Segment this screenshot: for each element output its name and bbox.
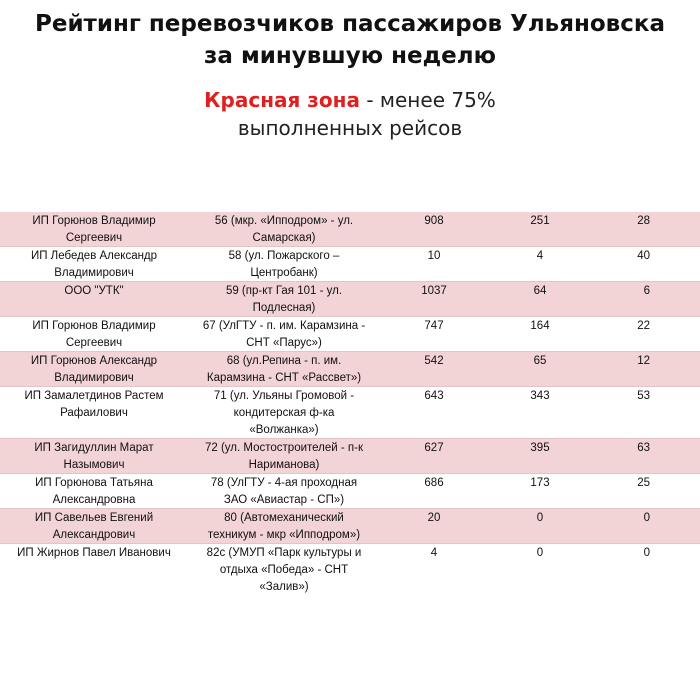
route-line: 82с (УМУП «Парк культуры и [206, 547, 362, 559]
table-row [0, 386, 700, 438]
value-2-cell: 395 [530, 442, 550, 454]
carrier-name-line: ООО "УТК" [64, 285, 124, 297]
value-2-cell: 251 [530, 215, 550, 227]
carrier-name-line: ИП Савельев Евгений [34, 512, 154, 524]
value-3-cell: 6 [643, 285, 650, 297]
table-row [0, 351, 700, 386]
value-3-cell: 12 [637, 355, 650, 367]
route-line: ЗАО «Авиастар - СП») [223, 494, 345, 506]
route-line: 71 (ул. Ульяны Громовой - [213, 390, 355, 402]
page-title [0, 8, 700, 72]
table-row [0, 438, 700, 473]
route-line: 56 (мкр. «Ипподром» - ул. [214, 215, 354, 227]
carrier-name-line: ИП Горюнов Владимир [32, 320, 156, 332]
carrier-name-line: Сергеевич [65, 232, 123, 244]
value-2-cell: 65 [533, 355, 547, 367]
route-cell [188, 474, 380, 508]
value-3-cell: 28 [637, 215, 650, 227]
route-line: Нариманова) [248, 459, 320, 471]
route-cell [188, 247, 380, 281]
carrier-name-cell [0, 544, 188, 595]
table-row [0, 212, 700, 246]
route-line: 78 (УлГТУ - 4-ая проходная [210, 477, 358, 489]
value-1-cell: 747 [424, 320, 444, 332]
value-3-cell: 0 [643, 547, 650, 559]
carrier-name-line: ИП Горюнова Татьяна [35, 477, 153, 489]
route-cell [188, 509, 380, 543]
value-2-cell: 164 [530, 320, 550, 332]
route-line: техникум - мкр «Ипподром») [207, 529, 361, 541]
carrier-name-cell [0, 282, 188, 316]
value-1-cell: 627 [424, 442, 444, 454]
value-1-cell: 4 [430, 547, 438, 559]
route-cell [188, 317, 380, 351]
route-cell [188, 212, 380, 246]
route-cell [188, 352, 380, 386]
route-cell [188, 544, 380, 595]
carrier-name-line: ИП Загидуллин Марат [34, 442, 154, 454]
carrier-name-cell [0, 439, 188, 473]
carrier-name-line: Рафаилович [60, 407, 128, 419]
value-1-cell: 908 [424, 215, 444, 227]
value-2-cell: 0 [536, 512, 544, 524]
route-line: «Залив») [259, 581, 309, 593]
table-row [0, 543, 700, 595]
red-zone-description: выполненных рейсов [237, 116, 463, 140]
title-line-1: Рейтинг перевозчиков пассажиров Ульяновска [34, 11, 666, 37]
carrier-name-cell [0, 474, 188, 508]
zone-legend [0, 86, 700, 142]
value-1-cell: 1037 [421, 285, 447, 297]
carrier-name-line: Сергеевич [65, 337, 123, 349]
table-row [0, 316, 700, 351]
carrier-name-cell [0, 317, 188, 351]
value-1-cell: 20 [427, 512, 441, 524]
table-row [0, 246, 700, 281]
route-line: 80 (Автомеханический [224, 512, 344, 524]
value-2-cell: 64 [533, 285, 547, 297]
title-line-2: за минувшую неделю [204, 43, 496, 69]
route-line: Подлесная) [252, 302, 316, 314]
carrier-name-cell [0, 352, 188, 386]
value-2-cell: 4 [536, 250, 544, 262]
value-2-cell: 343 [530, 390, 550, 402]
carrier-name-line: ИП Горюнов Владимир [32, 215, 156, 227]
carrier-name-cell [0, 387, 188, 438]
carrier-name-cell [0, 247, 188, 281]
value-1-cell: 542 [424, 355, 444, 367]
route-line: 67 (УлГТУ - п. им. Карамзина - [202, 320, 366, 332]
value-3-cell: 53 [637, 390, 650, 402]
table-row [0, 281, 700, 316]
route-cell [188, 387, 380, 438]
carrier-name-line: Александровна [52, 494, 136, 506]
value-1-cell: 10 [427, 250, 441, 262]
value-1-cell: 686 [424, 477, 444, 489]
value-3-cell: 63 [637, 442, 650, 454]
value-3-cell: 22 [637, 320, 650, 332]
red-zone-threshold: - менее 75% [359, 88, 496, 112]
route-line: СНТ «Парус») [246, 337, 322, 349]
route-line: Карамзина - СНТ «Рассвет») [206, 372, 362, 384]
route-line: отдыха «Победа» - СНТ [219, 564, 349, 576]
route-line: 68 (ул.Репина - п. им. [226, 355, 342, 367]
value-3-cell: 25 [637, 477, 650, 489]
route-line: 72 (ул. Мостостроителей - п-к [204, 442, 364, 454]
carrier-name-line: Александрович [52, 529, 136, 541]
carrier-name-line: Владимирович [54, 372, 134, 384]
value-1-cell: 643 [424, 390, 444, 402]
value-3-cell: 40 [637, 250, 650, 262]
carrier-name-line: Владимирович [54, 267, 134, 279]
red-zone-label: Красная зона [204, 88, 360, 112]
zone-legend-line-1 [0, 86, 700, 114]
route-line: Самарская) [252, 232, 316, 244]
route-line: «Волжанка») [249, 424, 319, 436]
value-3-cell: 0 [643, 512, 650, 524]
carrier-rating-table [0, 212, 700, 595]
route-line: 59 (пр-кт Гая 101 - ул. [225, 285, 343, 297]
route-line: 58 (ул. Пожарского – [228, 250, 340, 262]
route-line: Центробанк) [250, 267, 318, 279]
route-line: кондитерская ф-ка [233, 407, 335, 419]
carrier-name-line: ИП Жирнов Павел Иванович [17, 547, 171, 559]
carrier-name-line: ИП Горюнов Александр [30, 355, 158, 367]
carrier-name-line: ИП Замалетдинов Растем [24, 390, 164, 402]
carrier-name-cell [0, 509, 188, 543]
route-cell [188, 439, 380, 473]
value-2-cell: 173 [530, 477, 550, 489]
carrier-name-cell [0, 212, 188, 246]
value-2-cell: 0 [536, 547, 544, 559]
carrier-name-line: Назымович [63, 459, 125, 471]
table-row [0, 473, 700, 508]
carrier-name-line: ИП Лебедев Александр [30, 250, 158, 262]
route-cell [188, 282, 380, 316]
table-row [0, 508, 700, 543]
